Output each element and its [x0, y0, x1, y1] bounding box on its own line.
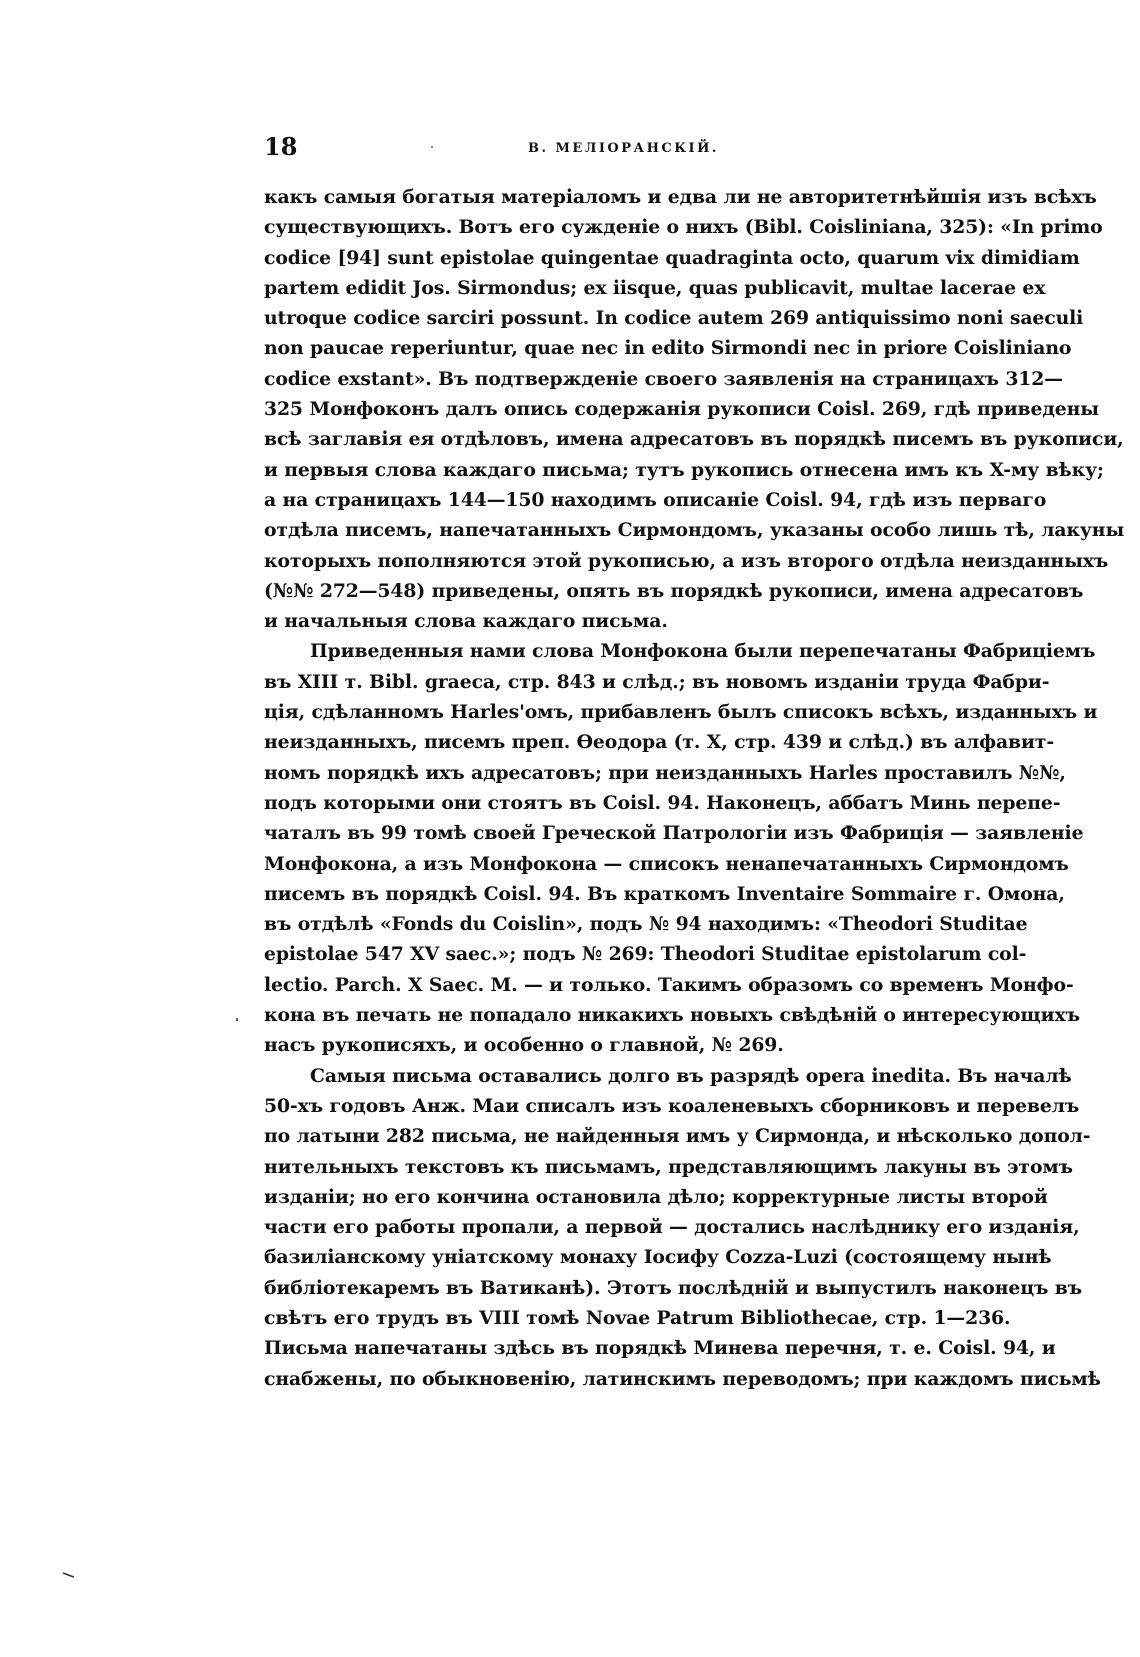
text-line: ція, сдѣланномъ Harles'омъ, прибавленъ былъ списокъ всѣхъ, изданныхъ и: [264, 701, 1098, 724]
text-line: 325 Монфоконъ далъ опись содержанія рукописи Coisl. 269, гдѣ приведены: [264, 398, 1099, 421]
text-line: и начальныя слова каждаго письма.: [264, 610, 668, 633]
text-line: Письма напечатаны здѣсь въ порядкѣ Минева перечня, т. е. Coisl. 94, и: [264, 1337, 1056, 1360]
text-line: отдѣла писемъ, напечатанныхъ Сирмондомъ, указаны особо лишь тѣ, лакуны: [264, 519, 1125, 542]
text-line: codice [94] sunt epistolae quingentae quadraginta octo, quarum vix dimidiam: [264, 246, 1080, 269]
print-speck: [236, 1018, 238, 1021]
text-line: codice exstant». Въ подтвержденіе своего заявленія на страницахъ 312—: [264, 367, 1063, 390]
paragraph: [264, 182, 1125, 636]
text-line: и первыя слова каждаго письма; тутъ рукопись отнесена имъ къ X-му вѣку;: [264, 458, 1104, 481]
paragraph: [264, 636, 1098, 1060]
text-line: базиліанскому уніатскому монаху Іосифу Cozza-Luzi (состоящему нынѣ: [264, 1246, 1052, 1269]
page-number: 18: [264, 132, 298, 161]
text-line: писемъ въ порядкѣ Coisl. 94. Въ краткомъ Inventaire Sommaire г. Омона,: [264, 882, 1065, 905]
text-line: которыхъ пополняются этой рукописью, а изъ второго отдѣла неизданныхъ: [264, 549, 1109, 572]
text-line: въ отдѣлѣ «Fonds du Coislin», подъ № 94 находимъ: «Theodori Studitae: [264, 913, 1028, 936]
running-head: В. МЕЛІОРАНСКІЙ.: [528, 141, 719, 156]
text-line: non paucae reperiuntur, quae nec in edito Sirmondi nec in priore Coisliniano: [264, 337, 1072, 360]
text-line: а на страницахъ 144—150 находимъ описаніе Coisl. 94, гдѣ изъ перваго: [264, 488, 1047, 511]
text-line: свѣтъ его трудъ въ VIII томѣ Novae Patrum Bibliothecae, стр. 1—236.: [264, 1306, 1011, 1329]
print-speck: [431, 146, 433, 148]
text-line: насъ рукописяхъ, и особенно о главной, № 269.: [264, 1034, 784, 1057]
text-line: неизданныхъ, писемъ преп. Ѳеодора (т. X, стр. 439 и слѣд.) въ алфавит-: [264, 731, 1055, 754]
text-line: по латыни 282 письма, не найденныя имъ у Сирмонда, и нѣсколько допол-: [264, 1125, 1091, 1148]
text-line: всѣ заглавія ея отдѣловъ, имена адресатовъ въ порядкѣ писемъ въ рукописи,: [264, 428, 1124, 451]
text-line: (№№ 272—548) приведены, опять въ порядкѣ рукописи, имена адресатовъ: [264, 579, 1084, 602]
text-line: номъ порядкѣ ихъ адресатовъ; при неизданныхъ Harles проставилъ №№,: [264, 761, 1066, 784]
text-line: epistolae 547 XV saec.»; подъ № 269: Theodori Studitae epistolarum col-: [264, 943, 1027, 966]
text-line: lectio. Parch. X Saec. M. — и только. Такимъ образомъ со временъ Монфо-: [264, 973, 1074, 996]
text-line: нительныхъ текстовъ къ письмамъ, представляющимъ лакуны въ этомъ: [264, 1155, 1073, 1178]
text-line: 50-хъ годовъ Анж. Маи списалъ изъ коаленевыхъ сборниковъ и перевелъ: [264, 1094, 1080, 1117]
paragraph: [264, 1061, 1101, 1394]
page-header: [264, 132, 1004, 166]
text-line: существующихъ. Вотъ его сужденіе о нихъ (Bibl. Coisliniana, 325): «In primo: [264, 216, 1103, 239]
text-line: Приведенныя нами слова Монфокона были перепечатаны Фабриціемъ: [310, 640, 1096, 663]
text-line: подъ которыми они стоятъ въ Coisl. 94. Наконецъ, аббатъ Минь перепе-: [264, 791, 1061, 814]
text-line: utroque codice sarciri possunt. In codice autem 269 antiquissimo noni saeculi: [264, 307, 1084, 330]
text-line: какъ самыя богатыя матеріаломъ и едва ли не авторитетнѣйшія изъ всѣхъ: [264, 186, 1097, 208]
text-line: части его работы пропали, а первой — достались наслѣднику его изданія,: [264, 1216, 1080, 1239]
text-line: кона въ печать не попадало никакихъ новыхъ свѣдѣній о интересующихъ: [264, 1004, 1080, 1027]
text-line: изданіи; но его кончина остановила дѣло; корректурные листы второй: [264, 1185, 1048, 1208]
text-line: partem edidit Jos. Sirmondus; ex iisque, quas publicavit, multae lacerae ex: [264, 276, 1046, 299]
text-line: въ XIII т. Bibl. graeca, стр. 843 и слѣд.; въ новомъ изданіи труда Фабри-: [264, 670, 1050, 693]
text-line: чаталъ въ 99 томѣ своей Греческой Патрологіи изъ Фабриція — заявленіе: [264, 822, 1084, 845]
margin-mark: [62, 1572, 76, 1578]
text-line: библіотекаремъ въ Ватиканѣ). Этотъ послѣдній и выпустилъ наконецъ въ: [264, 1276, 1082, 1299]
text-line: Самыя письма оставались долго въ разрядѣ opera inedita. Въ началѣ: [310, 1064, 1072, 1087]
body-text: [264, 182, 1125, 1394]
text-line: Монфокона, а изъ Монфокона — списокъ ненапечатанныхъ Сирмондомъ: [264, 852, 1069, 875]
text-line: снабжены, по обыкновенію, латинскимъ переводомъ; при каждомъ письмѣ: [264, 1367, 1101, 1390]
